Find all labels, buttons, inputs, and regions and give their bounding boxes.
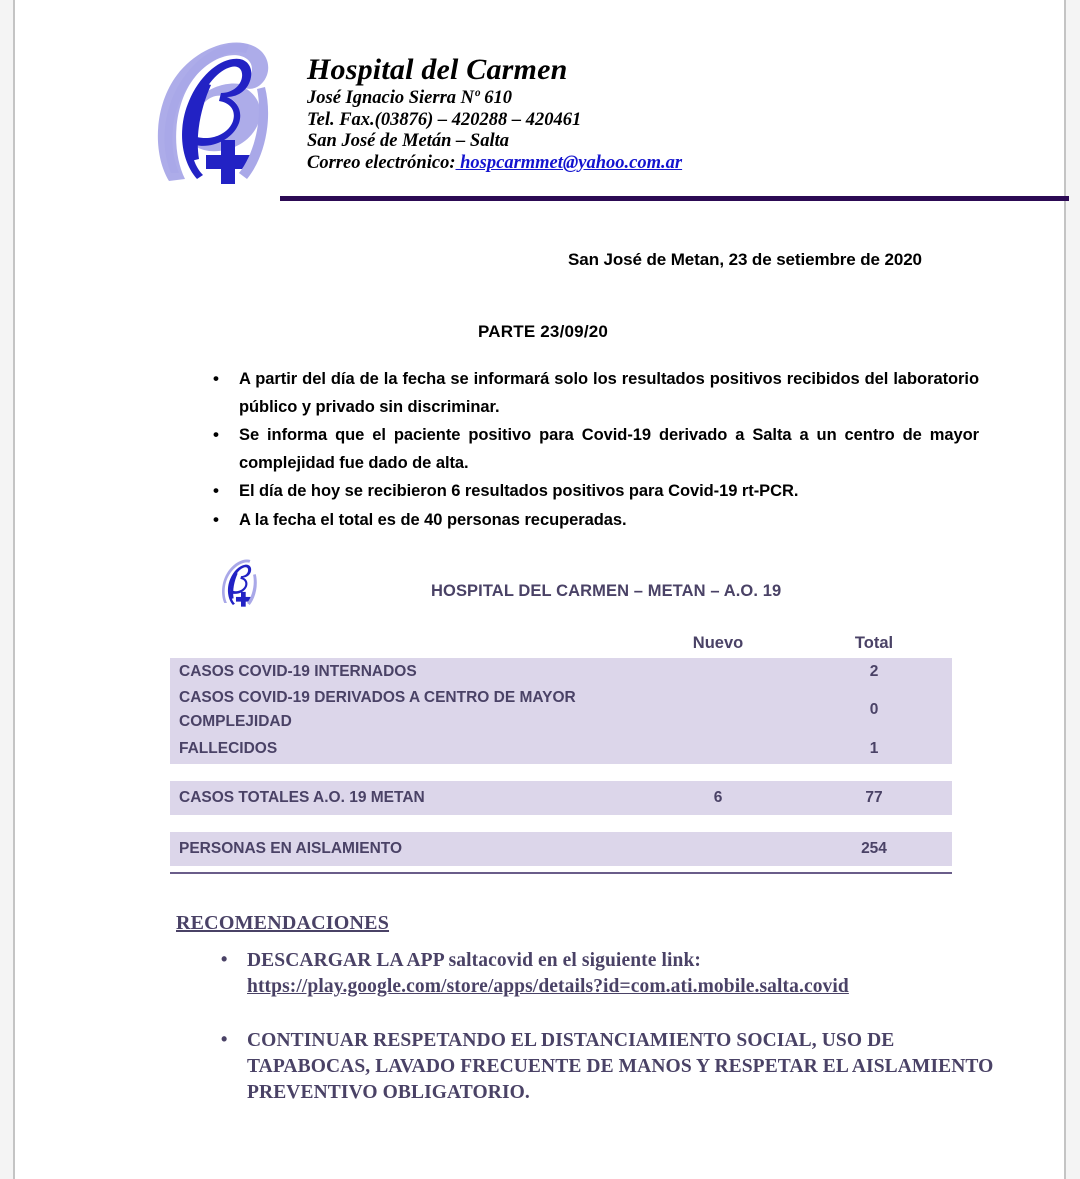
- list-item: • El día de hoy se recibieron 6 resultados positivos para Covid-19 rt-PCR.: [239, 478, 979, 506]
- row-total: 2: [796, 658, 952, 686]
- letterhead-text: [307, 52, 682, 174]
- row-total: 0: [796, 686, 952, 734]
- list-item: [247, 1028, 1007, 1106]
- row-nuevo: [640, 658, 796, 686]
- hospital-city: San José de Metán – Salta: [307, 131, 509, 151]
- row-label: CASOS COVID-19 INTERNADOS: [170, 658, 640, 686]
- row-label: CASOS COVID-19 DERIVADOS A CENTRO DE MAYOR COMPLEJIDAD: [170, 686, 640, 734]
- email-label: Correo electrónico:: [307, 152, 456, 173]
- report-heading: HOSPITAL DEL CARMEN – METAN – A.O. 19: [431, 582, 782, 600]
- table-row: [170, 658, 952, 686]
- list-item: [247, 948, 1007, 1000]
- row-total: 77: [796, 781, 952, 815]
- row-nuevo: [640, 686, 796, 734]
- page-title: PARTE 23/09/20: [478, 322, 609, 341]
- table-row: [170, 781, 952, 815]
- row-nuevo: [640, 832, 796, 866]
- recommendation-text: DESCARGAR LA APP saltacovid en el siguiente link:: [247, 950, 701, 971]
- hospital-r-cross-logo-small-icon: [215, 556, 265, 608]
- row-nuevo: [640, 734, 796, 764]
- recommendation-text: CONTINUAR RESPETANDO EL DISTANCIAMIENTO SOCIAL, USO DE TAPABOCAS, LAVADO FRECUENTE DE MANOS Y RESPETAR EL AISLAMIENTO PREVENTIVO OBLIGATORIO.: [247, 1030, 994, 1103]
- recommendations-list: [211, 948, 1007, 1134]
- col-header-label: [170, 628, 640, 658]
- covid-stats-table: [170, 628, 952, 866]
- saltacovid-app-link[interactable]: https://play.google.com/store/apps/details?id=com.ati.mobile.salta.covid: [247, 976, 849, 997]
- row-label: PERSONAS EN AISLAMIENTO: [170, 832, 640, 866]
- email-link[interactable]: hospcarmmet@yahoo.com.ar: [455, 152, 683, 173]
- row-total: 254: [796, 832, 952, 866]
- letterhead-divider: [280, 196, 1069, 201]
- table-row: [170, 734, 952, 764]
- table-spacer-row: [170, 764, 952, 781]
- table-row: [170, 686, 952, 734]
- hospital-r-cross-logo-icon: [147, 33, 289, 188]
- letterhead: [15, 0, 1064, 205]
- hospital-email-row: [307, 153, 682, 175]
- notes-list: [201, 366, 979, 535]
- list-item: • A la fecha el total es de 40 personas recuperadas.: [239, 507, 979, 535]
- recommendations-title: RECOMENDACIONES: [176, 912, 390, 934]
- dateline: San José de Metan, 23 de setiembre de 2020: [568, 250, 922, 269]
- hospital-name: Hospital del Carmen: [307, 53, 568, 86]
- hospital-address: José Ignacio Sierra Nº 610: [307, 88, 512, 108]
- table-row: [170, 832, 952, 866]
- row-total: 1: [796, 734, 952, 764]
- document-page: [13, 0, 1066, 1179]
- section-divider: [170, 872, 952, 874]
- list-item: • A partir del día de la fecha se informará solo los resultados positivos recibidos del laboratorio público y privado sin discriminar.: [239, 366, 979, 421]
- list-item: • Se informa que el paciente positivo para Covid-19 derivado a Salta a un centro de mayor complejidad fue dado de alta.: [239, 422, 979, 477]
- row-nuevo: 6: [640, 781, 796, 815]
- table-header-row: [170, 628, 952, 658]
- col-header-total: Total: [796, 628, 952, 658]
- col-header-nuevo: Nuevo: [640, 628, 796, 658]
- hospital-phone: Tel. Fax.(03876) – 420288 – 420461: [307, 109, 582, 130]
- row-label: FALLECIDOS: [170, 734, 640, 764]
- table-spacer-row: [170, 815, 952, 832]
- row-label: CASOS TOTALES A.O. 19 METAN: [170, 781, 640, 815]
